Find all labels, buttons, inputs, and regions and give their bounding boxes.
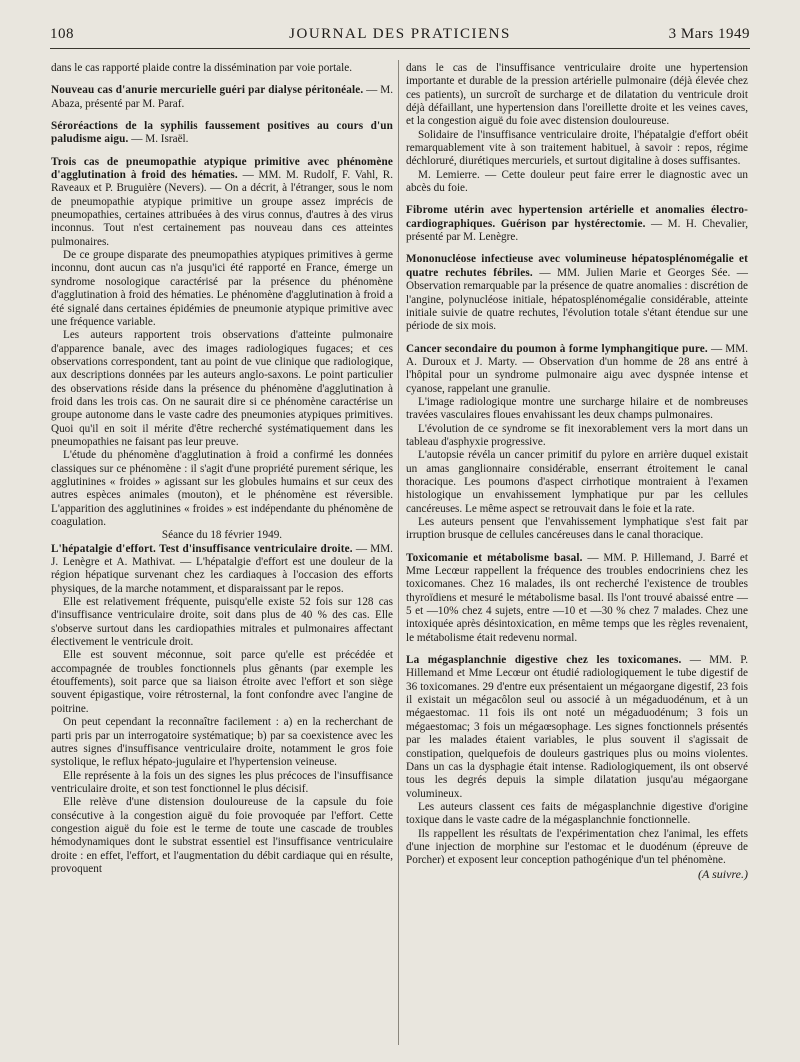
paragraph: Elle relève d'une distension douloureuse de la capsule du foie consécutive à la congestion aiguë du foie provoquée par l'effort. Cette congestion aiguë du foie est le terme de toute une cascade de troubles hémodynamiques dont le substrat essentiel est l'insuffisance ventriculaire droite : en effet, l'effort, et l'augmentation du débit cardiaque qui en résulte, provoquent	[51, 796, 393, 875]
communication-entry	[51, 84, 393, 111]
entry-title: Mononucléose infectieuse avec volumineuse hépatosplénomégalie et quatre rechutes fébriles.	[406, 253, 748, 279]
entry-text: — MM. P. Hillemand, J. Barré et Mme Lecœur rappellent la fréquence des troubles endocriniens chez les toxicomanes. Chez 16 malades, ils ont recherché l'existence de troubles thyroïdiens et mesuré le métabolisme basal. Ils l'ont trouvé abaissé entre —5 et —10% chez 4 sujets, entre —10 et —30 % chez 7 malades. Chez une intoxiquée après désintoxication, en même temps que les règles revenaient, le métabolisme était redevenu normal.	[406, 551, 748, 644]
paragraph: L'évolution de ce syndrome se fit inexorablement vers la mort dans un tableau d'asphyxie progressive.	[406, 422, 748, 448]
left-column	[51, 62, 393, 876]
paragraph: dans le cas rapporté plaide contre la dissémination par voie portale.	[51, 62, 353, 74]
entry-title: L'hépatalgie d'effort. Test d'insuffisance ventriculaire droite.	[51, 542, 353, 555]
entry-text: — MM. J. Lenègre et A. Mathivat. — L'hépatalgie d'effort est une douleur de la région hépatique survenant chez les cardiaques à l'occasion des efforts physiques, de la marche notamment, et disparaissant par le repos.	[51, 542, 393, 595]
paragraph: Les auteurs classent ces faits de mégasplanchnie digestive d'origine toxique dans le vaste cadre de la mégasplanchnie fonctionnelle.	[406, 800, 748, 827]
session-heading: Séance du 18 février 1949.	[161, 529, 283, 542]
paragraph: Ils rappellent les résultats de l'expérimentation chez l'animal, les effets d'une injection de morphine sur l'estomac et le duodénum (épreuve de Porcher) et exposent leur conception pathogénique d'un tel phénomène.	[406, 827, 748, 867]
communication-entry	[406, 654, 748, 801]
entry-authors: — M. H. Chevalier, présenté par M. Lenègre.	[406, 217, 748, 244]
paragraph: De ce groupe disparate des pneumopathies atypiques primitives à germe inconnu, dont aucun cas n'a jusqu'ici été rapporté en France, émerge un syndrome nosologique caractérisé par la présence du phénomène d'agglutination à froid des hématies. Le phénomène d'agglutination à froid a été signalé dans certaines épidémies de pneumonie atypique primitive avec une fréquence variable.	[51, 249, 393, 328]
right-column	[406, 62, 748, 881]
page-header	[50, 26, 750, 46]
column-divider	[398, 60, 399, 1045]
entry-authors: — M. Abaza, présenté par M. Paraf.	[51, 84, 393, 110]
paragraph: Elle est souvent méconnue, soit parce qu'elle est précédée et accompagnée de troubles fonctionnels plus gênants (par exemple les étouffements), soit parce que sa liaison étroite avec l'effort et son siège souvent épigastique, voire rétrosternal, la font confondre avec l'angine de poitrine.	[51, 649, 393, 715]
paragraph: Les auteurs pensent que l'envahissement lymphatique s'est fait par irruption brusque de cellules cancéreuses dans le canal thoracique.	[406, 516, 748, 542]
paragraph: Elle est relativement fréquente, puisqu'elle existe 52 fois sur 128 cas d'insuffisance ventriculaire droite, soit dans plus de 40 % des cas. Elle s'observe surtout dans les cardiopathies mitrales et pulmonaires affectant électivement le ventricule droit.	[51, 596, 393, 649]
paragraph: dans le cas de l'insuffisance ventriculaire droite une hypertension importante et durable de la pression artérielle pulmonaire (déjà élevée chez ces patients), un surcroît de surcharge et de dilatation du ventricule droit déjà défaillant, une hypertension dans l'oreillette droite et les veines caves, et la congestion aiguë du foie avec distension douloureuse.	[406, 62, 748, 128]
entry-title: Séroréactions de la syphilis faussement positives au cours d'un paludisme aigu.	[51, 120, 393, 146]
entry-title: Nouveau cas d'anurie mercurielle guéri par dialyse péritonéale.	[51, 84, 364, 97]
entry-title: Toxicomanie et métabolisme basal.	[406, 551, 583, 564]
entry-text: — MM. P. Hillemand et Mme Lecœur ont étudié radiologiquement le tube digestif de 36 toxicomanes. 29 d'entre eux présentaient un mégaorgane digestif, 23 fois il existait un mégacôlon seul ou associé à un mégaduodénum, et à un mégaestomac. 11 fois ils ont noté un mégaduodénum; 3 fois un mégaestomac; 3 fois un mégaœsophage. Les signes fonctionnels présentés par les malades étaient variables, le plus souvent il s'agissait de constipation, quelquefois de douleurs gastriques plus ou moins violentes. Dans un cas la dysphagie était intense. Radiologiquement, ils ont observé tous les degrés depuis la simple dilatation jusqu'au mégaorgane volumineux.	[406, 654, 748, 800]
communication-entry	[406, 204, 748, 244]
communication-entry	[51, 156, 393, 249]
page-number: 108	[50, 26, 74, 42]
entry-authors: — M. Israël.	[128, 133, 189, 146]
entry-text: — MM. A. Duroux et J. Marty. — Observation d'un homme de 28 ans entré à l'hôpital pour un syndrome pulmonaire aigu avec dyspnée intense et cyanose, rappelant une granulie.	[406, 342, 749, 395]
paragraph: Elle représente à la fois un des signes les plus précoces de l'insuffisance ventriculaire droite, et son test fonctionnel le plus décisif.	[51, 769, 393, 795]
entry-text: — MM. Julien Marie et Georges Sée. — Observation remarquable par la présence de quatre anomalies : discrétion de l'angine, polynucléose initiale, hépatosplénomégalie considérable, atteinte initiale suivie de quatre rechutes, l'évolution totale s'étant étendue sur une période de six mois.	[406, 266, 748, 333]
paragraph: L'étude du phénomène d'agglutination à froid a confirmé les données classiques sur ce phénomène : il s'agit d'une propriété purement sérique, les agglutinines « froides » agissant sur les globules humains et sur ceux des autres espèces animales (mouton), et le phénomène est réversible. L'apparition des agglutinines « froides » est indépendante du phénomène de coagulation.	[51, 449, 393, 528]
entry-title: Fibrome utérin avec hypertension artérielle et anomalies électro-cardiographiques. Guérison par hystérectomie.	[406, 204, 748, 230]
entry-title: Cancer secondaire du poumon à forme lymphangitique pure.	[406, 342, 708, 355]
paragraph: M. Lemierre. — Cette douleur peut faire errer le diagnostic avec un abcès du foie.	[406, 168, 748, 195]
paragraph: Les auteurs rapportent trois observations d'atteinte pulmonaire d'apparence banale, avec des images radiologiques fugaces; et ces observations correspondent, tant au point de vue clinique que radiologique, aux descriptions données par les auteurs anglo-saxons. Le point particulier des observations réside dans la présence du phénomène d'agglutination à froid dans les trois cas. On ne saurait dire si ce phénomène caractérise un groupe autonome dans le vaste cadre des pneumonies atypiques primitives. Quoi qu'il en soit il mérite d'être recherché systématiquement dans les pneumopathies ne faisant pas leur preuve.	[51, 329, 393, 448]
entry-title: La mégasplanchnie digestive chez les toxicomanes.	[406, 654, 682, 667]
header-rule	[50, 48, 750, 49]
communication-entry	[51, 120, 393, 147]
entry-title: Trois cas de pneumopathie atypique primitive avec phénomène d'agglutination à froid des hématies.	[51, 155, 393, 182]
journal-title: JOURNAL DES PRATICIENS	[289, 26, 511, 42]
paragraph: Solidaire de l'insuffisance ventriculaire droite, l'hépatalgie d'effort obéit remarquablement vite à son traitement habituel, à savoir : repos, régime déchloruré, diurétiques mercuriels, et surtout digitaline à doses suffisantes.	[406, 128, 748, 168]
communication-entry	[406, 253, 748, 333]
issue-date: 3 Mars 1949	[668, 26, 750, 42]
paragraph: L'autopsie révéla un cancer primitif du pylore en arrière duquel existait un amas ganglionnaire considérable, enserrant étroitement le canal thoracique. Les poumons d'aspect cirrhotique montraient à l'examen histologique un envahissement lymphatique pur par les cellules cancéreuses. Le même aspect se retrouvait dans le foie et la rate.	[406, 449, 748, 515]
paragraph: On peut cependant la reconnaître facilement : a) en la recherchant de parti pris par un interrogatoire systématique; b) par sa coexistence avec les autres signes d'insuffisance ventriculaire droite, notamment le gros foie systolique, le reflux hépato-jugulaire et l'hypertension veineuse.	[51, 716, 393, 769]
communication-entry	[51, 543, 393, 596]
paragraph: L'image radiologique montre une surcharge hilaire et de nombreuses travées vasculaires floues envahissant les deux champs pulmonaires.	[406, 395, 748, 422]
communication-entry	[406, 343, 748, 396]
communication-entry	[406, 552, 748, 645]
entry-text: — MM. M. Rudolf, F. Vahl, R. Raveaux et P. Bruguière (Nevers). — On a décrit, à l'étranger, sous le nom de pneumopathie atypique primitive un groupe assez imprécis de pneumopathies, certaines attribuées à des virus connus, d'autres à des virus inconnus. Tout n'est certainement pas nouveau dans ces atteintes pulmonaires.	[51, 169, 393, 248]
to-be-continued: (A suivre.)	[698, 866, 748, 881]
